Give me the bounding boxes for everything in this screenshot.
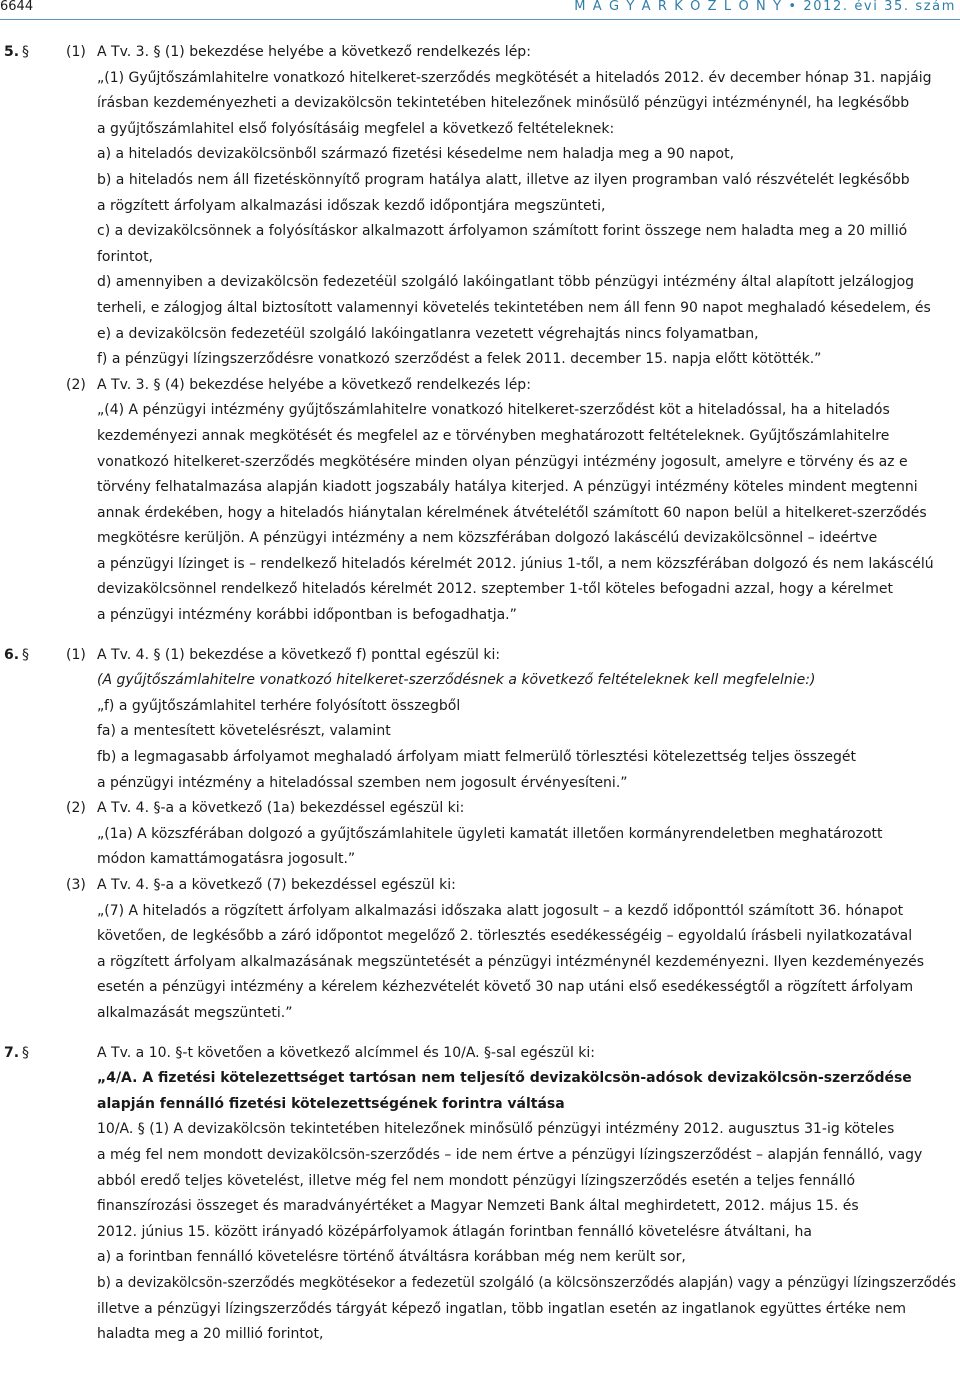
paragraph-number: (3) xyxy=(66,877,86,893)
text-line: fb) a legmagasabb árfolyamot meghaladó árfolyam miatt felmerülő törlesztési kötelezettség teljes összegét xyxy=(97,749,857,766)
text-line: a rögzített árfolyam alkalmazásának megszüntetését a pénzügyi intézménynél kezdeményezni. Ilyen kezdeményezés xyxy=(97,953,925,970)
text-line: b) a hiteladós nem áll fizetéskönnyítő program hatálya alatt, illetve az ilyen programban való részvételét legkésőbb xyxy=(97,171,910,188)
text-line: a pénzügyi intézmény a hiteladóssal szemben nem jogosult érvényesíteni.” xyxy=(97,774,628,791)
text-line: kezdeményezi annak megkötését és megfelel az e törvényben meghatározott feltételeknek. Gyűjtőszámlahitelre xyxy=(97,427,890,444)
paragraph-row xyxy=(0,796,960,822)
text-line: 2012. június 15. között irányadó középárfolyamok átlagán forintban fennálló követelésre átváltani, ha xyxy=(97,1223,812,1240)
section-sign: § xyxy=(22,44,29,60)
text-line: abból eredő teljes követelést, illetve még fel nem mondott pénzügyi lízingszerződés esetén a teljes fennálló xyxy=(97,1172,856,1189)
section-6 xyxy=(0,643,960,1027)
text-line: a pénzügyi lízinget is – rendelkező hiteladós kérelmét 2012. június 1-től, a nem közszférában dolgozó és nem lakáscélú xyxy=(97,555,934,572)
paragraph-row xyxy=(0,643,960,669)
section-number: 7. xyxy=(4,1044,20,1061)
text-line: terheli, e zálogjog által biztosított valamennyi követelés tekintetében nem áll fenn 90 napot meghaladó késedelem, és xyxy=(97,299,931,316)
text-line: finanszírozási összeget és maradványértéket a Magyar Nemzeti Bank által meghirdetett, 2012. május 15. és xyxy=(97,1198,859,1215)
paragraph-number: (2) xyxy=(66,376,86,393)
text-line: f) a pénzügyi lízingszerződésre vonatkozó szerződést a felek 2011. december 15. napja előtt kötötték.” xyxy=(97,351,822,368)
text-line: 10/A. § (1) A devizakölcsön tekintetében hitelezőnek minősülő pénzügyi intézmény 2012. augusztus 31-ig köteles xyxy=(97,1121,895,1138)
text-line: módon kamattámogatásra jogosult.” xyxy=(97,851,356,868)
text-line: A Tv. 4. §-a a következő (7) bekezdéssel egészül ki: xyxy=(97,877,456,893)
section-sign: § xyxy=(22,1044,29,1061)
section-gap xyxy=(0,1027,960,1041)
text-line: A Tv. 4. § (1) bekezdése a következő f) ponttal egészül ki: xyxy=(97,646,501,663)
page-header xyxy=(0,0,960,20)
text-line: vonatkozó hitelkeret-szerződés megkötésére minden olyan pénzügyi intézmény jogosult, amelyre e törvény és az e xyxy=(97,453,908,470)
text-line: a) a hiteladós devizakölcsönből származó fizetési késedelme nem haladja meg a 90 napot, xyxy=(97,146,735,163)
paragraph-number: (1) xyxy=(66,44,86,60)
journal-title: M A G Y A R K Ö Z L Ö N Y • 2012. évi 35. szám xyxy=(574,0,956,14)
paragraph-row xyxy=(0,873,960,899)
text-line: haladta meg a 20 millió forintot, xyxy=(97,1326,324,1343)
text-line: „(1a) A közszférában dolgozó a gyűjtőszámlahitele ügyleti kamatát illetően kormányrendeletben meghatározott xyxy=(97,825,883,842)
section-gap xyxy=(0,629,960,643)
text-line: A Tv. 3. § (4) bekezdése helyébe a következő rendelkezés lép: xyxy=(97,376,531,393)
section-sign: § xyxy=(22,646,29,663)
text-line: devizakölcsönnel rendelkező hiteladós kérelmét 2012. szeptember 1-től köteles befogadni azzal, hogy a kérelmet xyxy=(97,581,893,598)
text-line: a pénzügyi intézmény korábbi időpontban is befogadhatja.” xyxy=(97,607,517,624)
text-line: követően, de legkésőbb a záró időpontot megelőző 2. törlesztés esedékességéig – egyoldalú írásbeli nyilatkozatával xyxy=(97,928,913,945)
italic-text-line: (A gyűjtőszámlahitelre vonatkozó hitelkeret-szerződésnek a következő feltételeknek kell megfelelnie:) xyxy=(97,672,816,689)
text-line: „(7) A hiteladós a rögzített árfolyam alkalmazási időszaka alatt jogosult – a kezdő időponttól számított 36. hónapot xyxy=(97,902,904,919)
text-line: a rögzített árfolyam alkalmazási időszak kezdő időpontjára megszünteti, xyxy=(97,197,606,214)
text-line: „(4) A pénzügyi intézmény gyűjtőszámlahitelre vonatkozó hitelkeret-szerződést köt a hiteladóssal, ha a hiteladós xyxy=(97,402,890,419)
text-line: forintot, xyxy=(97,248,154,265)
text-line: „f) a gyűjtőszámlahitel terhére folyósított összegből xyxy=(97,697,461,714)
section-number: 6. xyxy=(4,646,20,663)
text-line: írásban kezdeményezheti a devizakölcsön tekintetében hitelezőnek minősülő pénzügyi intézménynél, ha legkésőbb xyxy=(97,95,910,112)
text-line: illetve a pénzügyi lízingszerződés tárgyát képező ingatlan, több ingatlan esetén az ingatlanok együttes értéke nem xyxy=(97,1300,907,1317)
paragraph-number: (1) xyxy=(66,646,86,663)
text-line: törvény felhatalmazása alapján kiadott jogszabály hatálya kiterjed. A pénzügyi intézmény köteles mindent megtenni xyxy=(97,479,918,496)
paragraph-row xyxy=(0,373,960,399)
text-line: annak érdekében, hogy a hiteladós hiánytalan kérelmének átvételétől számított 60 napon belül a hitelkeret-szerződés xyxy=(97,504,927,521)
text-line: a) a forintban fennálló követelésre történő átváltásra korábban még nem került sor, xyxy=(97,1249,686,1266)
text-line: A Tv. 4. §-a a következő (1a) bekezdéssel egészül ki: xyxy=(97,800,465,817)
paragraph-number: (2) xyxy=(66,800,86,817)
text-line: „(1) Gyűjtőszámlahitelre vonatkozó hitelkeret-szerződés megkötését a hiteladós 2012. év december hónap 31. napjáig xyxy=(97,69,932,86)
text-line: megkötésre kerüljön. A pénzügyi intézmény a nem közszférában dolgozó lakáscélú devizakölcsönnel – ideértve xyxy=(97,530,878,547)
subtitle-line: „4/A. A fizetési kötelezettséget tartósan nem teljesítő devizakölcsön-adósok devizakölcsön-szerződése xyxy=(97,1070,912,1087)
paragraph-row xyxy=(0,1041,960,1067)
section-7 xyxy=(0,1041,960,1348)
text-line: b) a devizakölcsön-szerződés megkötésekor a fedezetül szolgáló (a kölcsönszerződés alapján) vagy a pénzügyi lízingszerződés xyxy=(97,1274,957,1291)
text-line: esetén a pénzügyi intézmény a kérelem kézhezvételét követő 30 nap utáni első esedékességtől a rögzített árfolyam xyxy=(97,979,914,996)
document-body xyxy=(0,40,960,1380)
text-line: alkalmazását megszünteti.” xyxy=(97,1004,293,1021)
section-number: 5. xyxy=(4,44,20,60)
text-line: d) amennyiben a devizakölcsön fedezetéül szolgáló lakóingatlant több pénzügyi intézmény által alapított jelzálogjog xyxy=(97,274,915,291)
text-line: e) a devizakölcsön fedezetéül szolgáló lakóingatlanra vezetett végrehajtás nincs folyamatban, xyxy=(97,325,759,342)
text-line: fa) a mentesített követelésrészt, valamint xyxy=(97,723,391,740)
text-line: A Tv. 3. § (1) bekezdése helyébe a következő rendelkezés lép: xyxy=(97,44,531,60)
subtitle-line: alapján fennálló fizetési kötelezettségének forintra váltása xyxy=(97,1095,565,1112)
text-line: c) a devizakölcsönnek a folyósításkor alkalmazott árfolyamon számított forint összege nem haladta meg a 20 millió xyxy=(97,223,908,240)
text-line: a gyűjtőszámlahitel első folyósításáig megfelel a következő feltételeknek: xyxy=(97,120,615,137)
paragraph-row xyxy=(0,40,960,66)
header-rule xyxy=(0,19,960,20)
section-5 xyxy=(0,40,960,629)
text-line: a még fel nem mondott devizakölcsön-szerződés – ide nem értve a pénzügyi lízingszerződést – alapján fennálló, vagy xyxy=(97,1146,923,1163)
text-line: A Tv. a 10. §-t követően a következő alcímmel és 10/A. §-sal egészül ki: xyxy=(97,1044,596,1061)
page-number: 6644 xyxy=(0,0,34,14)
